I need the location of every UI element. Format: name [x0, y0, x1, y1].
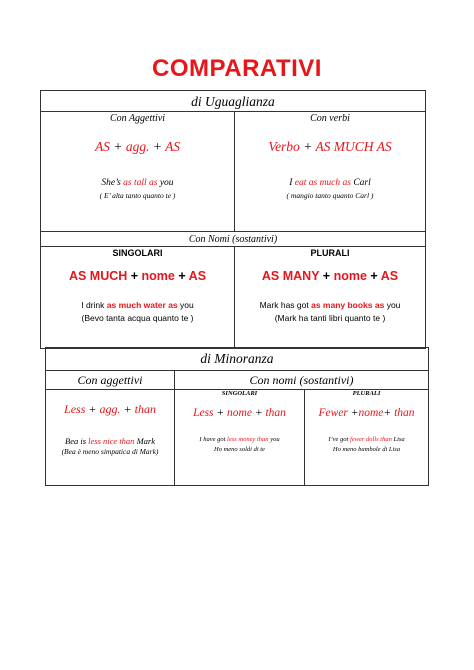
min-singolari-label: SINGOLARI [221, 390, 258, 397]
min-plurali-label: PLURALI [352, 390, 381, 397]
verbi-label: Con verbi [310, 113, 350, 124]
aggettivi-example: She’s as tall as you [101, 178, 174, 188]
uguaglianza-table [40, 90, 426, 349]
min-singolari-translation: Ho meno soldi di te [214, 446, 265, 453]
uguaglianza-singolari-cell [41, 247, 234, 348]
plurali-translation: (Mark ha tanti libri quanto te ) [274, 313, 386, 323]
minoranza-aggettivi-cell [46, 371, 174, 485]
singolari-example: I drink as much water as you [81, 300, 194, 310]
min-plurali-translation: Ho meno bambole di Lisa [332, 446, 401, 453]
uguaglianza-aggettivi-cell [41, 112, 234, 231]
nomi-heading: Con Nomi (sostantivi) [188, 234, 278, 245]
aggettivi-label: Con Aggettivi [109, 113, 166, 124]
min-plurali-example: I’ve got fewer dolls than Lisa [328, 436, 405, 443]
verbi-example: I eat as much as Carl [289, 178, 371, 188]
min-aggettivi-translation: (Bea è meno simpatica di Mark) [61, 447, 159, 456]
min-singolari-example: I have got less money than you [199, 436, 280, 443]
page-title: COMPARATIVI [152, 55, 322, 82]
min-aggettivi-example: Bea is less nice than Mark [65, 436, 155, 446]
uguaglianza-plurali-cell [235, 247, 425, 348]
min-plurali-formula: Fewer +nome+ than [318, 407, 415, 419]
min-aggettivi-formula: Less + agg. + than [64, 402, 156, 416]
minoranza-table [45, 347, 429, 486]
verbi-formula: Verbo + AS MUCH AS [268, 139, 392, 154]
aggettivi-formula: AS + agg. + AS [94, 139, 181, 154]
verbi-translation: ( mangio tanto quanto Carl ) [286, 191, 374, 200]
plurali-example: Mark has got as many books as you [259, 300, 401, 310]
minoranza-singolari-cell [175, 390, 304, 485]
minoranza-plurali-cell [305, 390, 428, 485]
uguaglianza-heading: di Uguaglianza [191, 94, 275, 109]
singolari-translation: (Bevo tanta acqua quanto te ) [81, 313, 194, 323]
plurali-label: PLURALI [310, 248, 350, 258]
min-aggettivi-label: Con aggettivi [77, 373, 143, 387]
uguaglianza-verbi-cell [235, 112, 425, 231]
aggettivi-translation: ( E’ alta tanto quanto te ) [99, 191, 176, 200]
plurali-formula: AS MANY + nome + AS [261, 269, 399, 283]
singolari-formula: AS MUCH + nome + AS [68, 269, 207, 283]
minoranza-heading: di Minoranza [200, 351, 274, 366]
singolari-label: SINGOLARI [112, 248, 163, 258]
min-nomi-label: Con nomi (sostantivi) [249, 373, 354, 387]
min-singolari-formula: Less + nome + than [193, 407, 286, 419]
